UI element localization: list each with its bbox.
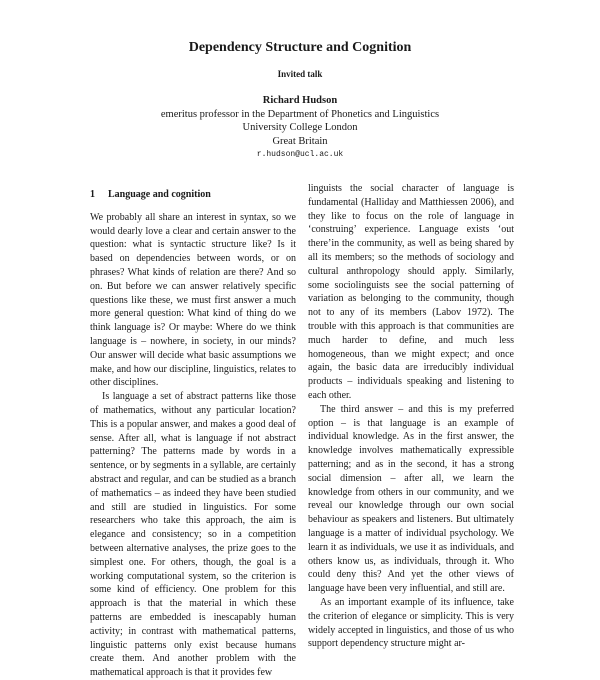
author-name: Richard Hudson	[262, 95, 338, 106]
author-affiliation-line: emeritus professor in the Department of Phonetics and Linguistics	[160, 108, 440, 120]
paper-subtitle: Invited talk	[277, 69, 323, 79]
author-email[interactable]: r.hudson@ucl.ac.uk	[256, 150, 344, 159]
author-block	[0, 94, 600, 162]
body-paragraph: linguists the social character of language is fundamental (Halliday and Matthiessen 2006), and they like to focus on the role of language in ‘construing’ experience. Language exists ‘out there’in the community, as well as being shared by all its members; so the methods of sociology and cultural anthropology should apply. Similarly, some sociolinguists see the social patterning of variation as belonging to the community, though not to any of its members (Labov 1972). The trouble with this approach is that communities are much harder to define, and much less homogeneous, than we might expect; and once again, the basic data are irreducibly individual products – individuals speaking and listening to each other.	[308, 183, 514, 401]
body-paragraph: The third answer – and this is my preferred option – is that language is an example of individual knowledge. As in the first answer, the knowledge involves mathematically expressible patterning; and as in the second, it has a strong social dimension – after all, we learn the knowledge from others in our community, and we reveal our knowledge through our own social behaviour as speakers and listeners. But ultimately language is a matter of individual psychology. We learn it as individuals, we use it as individuals, and others know us, as individuals, through it. Who could deny this? And yet the other views of language have been very influential, and still are.	[308, 403, 514, 595]
author-affiliation-line: Great Britain	[272, 135, 328, 147]
section-number: 1	[90, 189, 95, 200]
section-heading	[90, 188, 296, 202]
section-title: Language and cognition	[108, 189, 211, 200]
author-affiliation-line: University College London	[242, 122, 358, 133]
paper-title: Dependency Structure and Cognition	[188, 40, 412, 55]
body-paragraph: Is language a set of abstract patterns like those of mathematics, without any particular location? This is a popular answer, and makes a good deal of sense. After all, what is language if not abstract patterning? The patterns made by words in a sentence, or by segments in a syllable, are certainly abstract and regular, and can be studied as a branch of mathematics – as indeed they have been studied and still are studied in linguistics. For some researchers who take this approach, the aim is elegance and consistency; so in a competition between alternative analyses, the prize goes to the simplest one. For others, though, the goal is a working computational system, so the criterion is some kind of efficiency. One problem for this approach is that the material in which these patterns are embedded is inescapably human activity; in contrast with mathematical patterns, linguistic patterns only exist because humans create them. And another problem with the mathematical approach is that it provides few	[90, 391, 296, 679]
left-column	[90, 188, 296, 680]
right-column	[308, 182, 514, 651]
body-paragraph: As an important example of its influence, take the criterion of elegance or simplicity. This is very widely accepted in linguistics, and those of us who support dependency structure might ar-	[308, 596, 514, 650]
body-paragraph: We probably all share an interest in syntax, so we would dearly love a clear and certain answer to the question: what is syntactic structure like? Is it based on dependencies between words, or on phrases? What kinds of relation are there? And so on. But before we can answer relatively specific questions like these, we must first answer a much more general question: What kind of thing do we think language is? Or maybe: Where do we think language is – nowhere, in society, in our minds? Our answer will decide what basic assumptions we make, and how our discipline, linguistics, relates to other disciplines.	[90, 211, 296, 389]
